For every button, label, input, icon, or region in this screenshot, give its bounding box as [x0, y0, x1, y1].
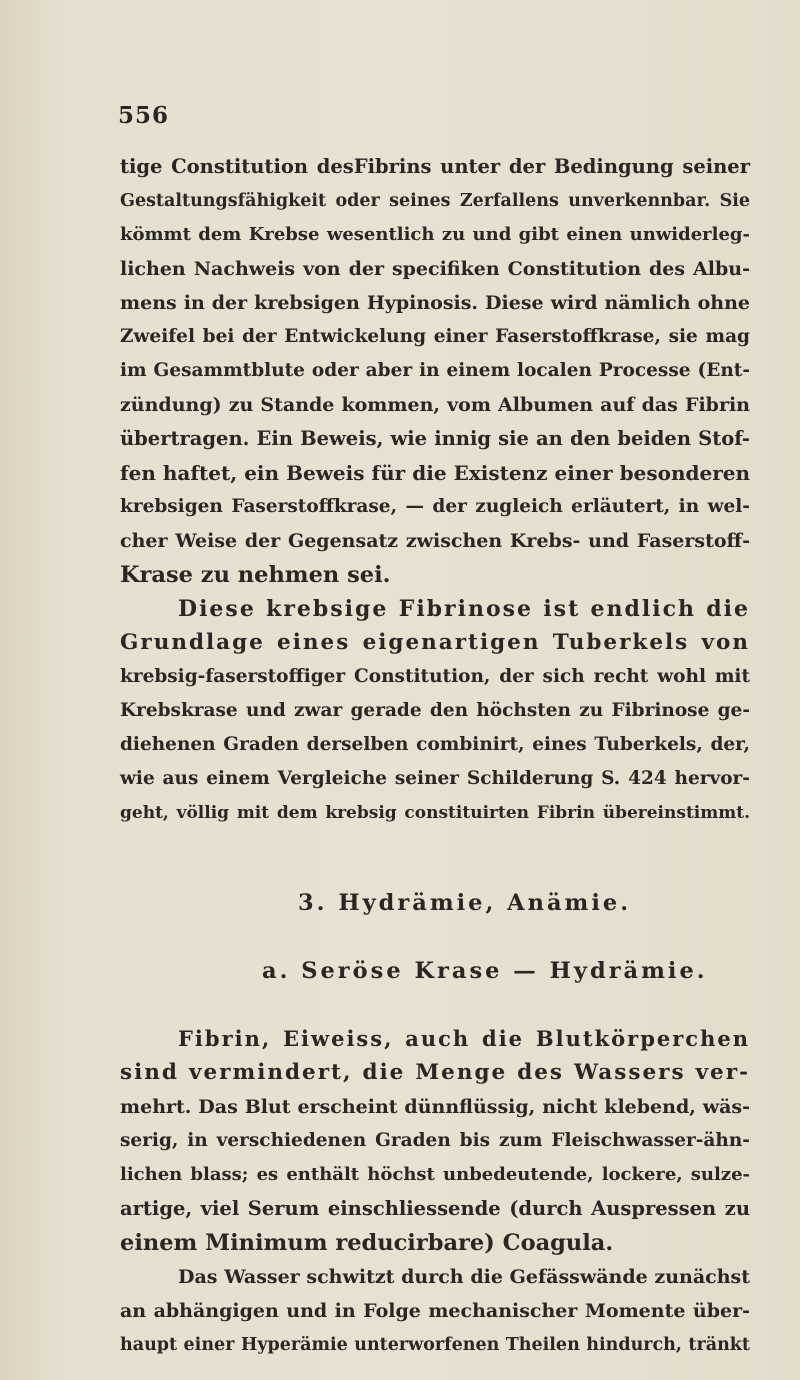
text-line: kömmt dem Krebse wesentlich zu und gibt einen unwiderleg-: [120, 224, 750, 245]
text-line: mehrt. Das Blut erscheint dünnflüssig, nicht klebend, wäs-: [120, 1096, 750, 1118]
text-line: krebsig-faserstoffiger Constitution, der sich recht wohl mit: [120, 666, 750, 687]
text-line: Gestaltungsfähigkeit oder seines Zerfallens unverkennbar. Sie: [120, 191, 750, 211]
text-line: Krase zu nehmen sei.: [120, 562, 391, 588]
text-line: Diese krebsige Fibrinose ist endlich die: [178, 596, 750, 622]
text-line: fen haftet, ein Beweis für die Existenz einer besonderen: [120, 461, 750, 485]
page-number: 556: [118, 102, 170, 129]
text-line: artige, viel Serum einschliessende (durch Auspressen zu: [120, 1197, 750, 1220]
text-line: einem Minimum reducirbare) Coagula.: [120, 1230, 614, 1256]
text-line: tige Constitution desFibrins unter der Bedingung seiner: [120, 155, 750, 178]
text-line: geht, völlig mit dem krebsig constituirten Fibrin übereinstimmt.: [120, 803, 750, 823]
section-heading: 3. Hydrämie, Anämie.: [298, 890, 632, 916]
text-line: lichen Nachweis von der specifiken Constitution des Albu-: [120, 258, 750, 280]
text-line: lichen blass; es enthält höchst unbedeutende, lockere, sulze-: [120, 1164, 750, 1185]
text-line: haupt einer Hyperämie unterworfenen Theilen hindurch, tränkt: [120, 1335, 750, 1355]
text-line: diehenen Graden derselben combinirt, eines Tuberkels, der,: [120, 734, 750, 755]
text-line: Krebskrase und zwar gerade den höchsten zu Fibrinose ge-: [120, 700, 750, 721]
text-line: serig, in verschiedenen Graden bis zum Fleischwasser-ähn-: [120, 1130, 750, 1151]
text-line: an abhängigen und in Folge mechanischer Momente über-: [120, 1300, 750, 1322]
text-line: krebsigen Faserstoffkrase, — der zugleich erläutert, in wel-: [120, 496, 750, 517]
text-line: sind vermindert, die Menge des Wassers ver-: [120, 1060, 750, 1085]
text-line: cher Weise der Gegensatz zwischen Krebs- und Faserstoff-: [120, 530, 750, 552]
text-line: Fibrin, Eiweiss, auch die Blutkörperchen: [178, 1026, 750, 1051]
subsection-heading: a. Seröse Krase — Hydrämie.: [262, 958, 708, 984]
text-line: übertragen. Ein Beweis, wie innig sie an den beiden Stof-: [120, 427, 750, 450]
text-line: mens in der krebsigen Hypinosis. Diese wird nämlich ohne: [120, 292, 750, 314]
text-line: wie aus einem Vergleiche seiner Schilderung S. 424 hervor-: [120, 768, 750, 789]
text-line: im Gesammtblute oder aber in einem localen Processe (Ent-: [120, 360, 750, 381]
text-line: Das Wasser schwitzt durch die Gefässwände zunächst: [178, 1266, 750, 1288]
text-line: zündung) zu Stande kommen, vom Albumen auf das Fibrin: [120, 394, 750, 416]
text-line: Zweifel bei der Entwickelung einer Faserstoffkrase, sie mag: [120, 326, 750, 347]
text-line: Grundlage eines eigenartigen Tuberkels von: [120, 630, 750, 655]
